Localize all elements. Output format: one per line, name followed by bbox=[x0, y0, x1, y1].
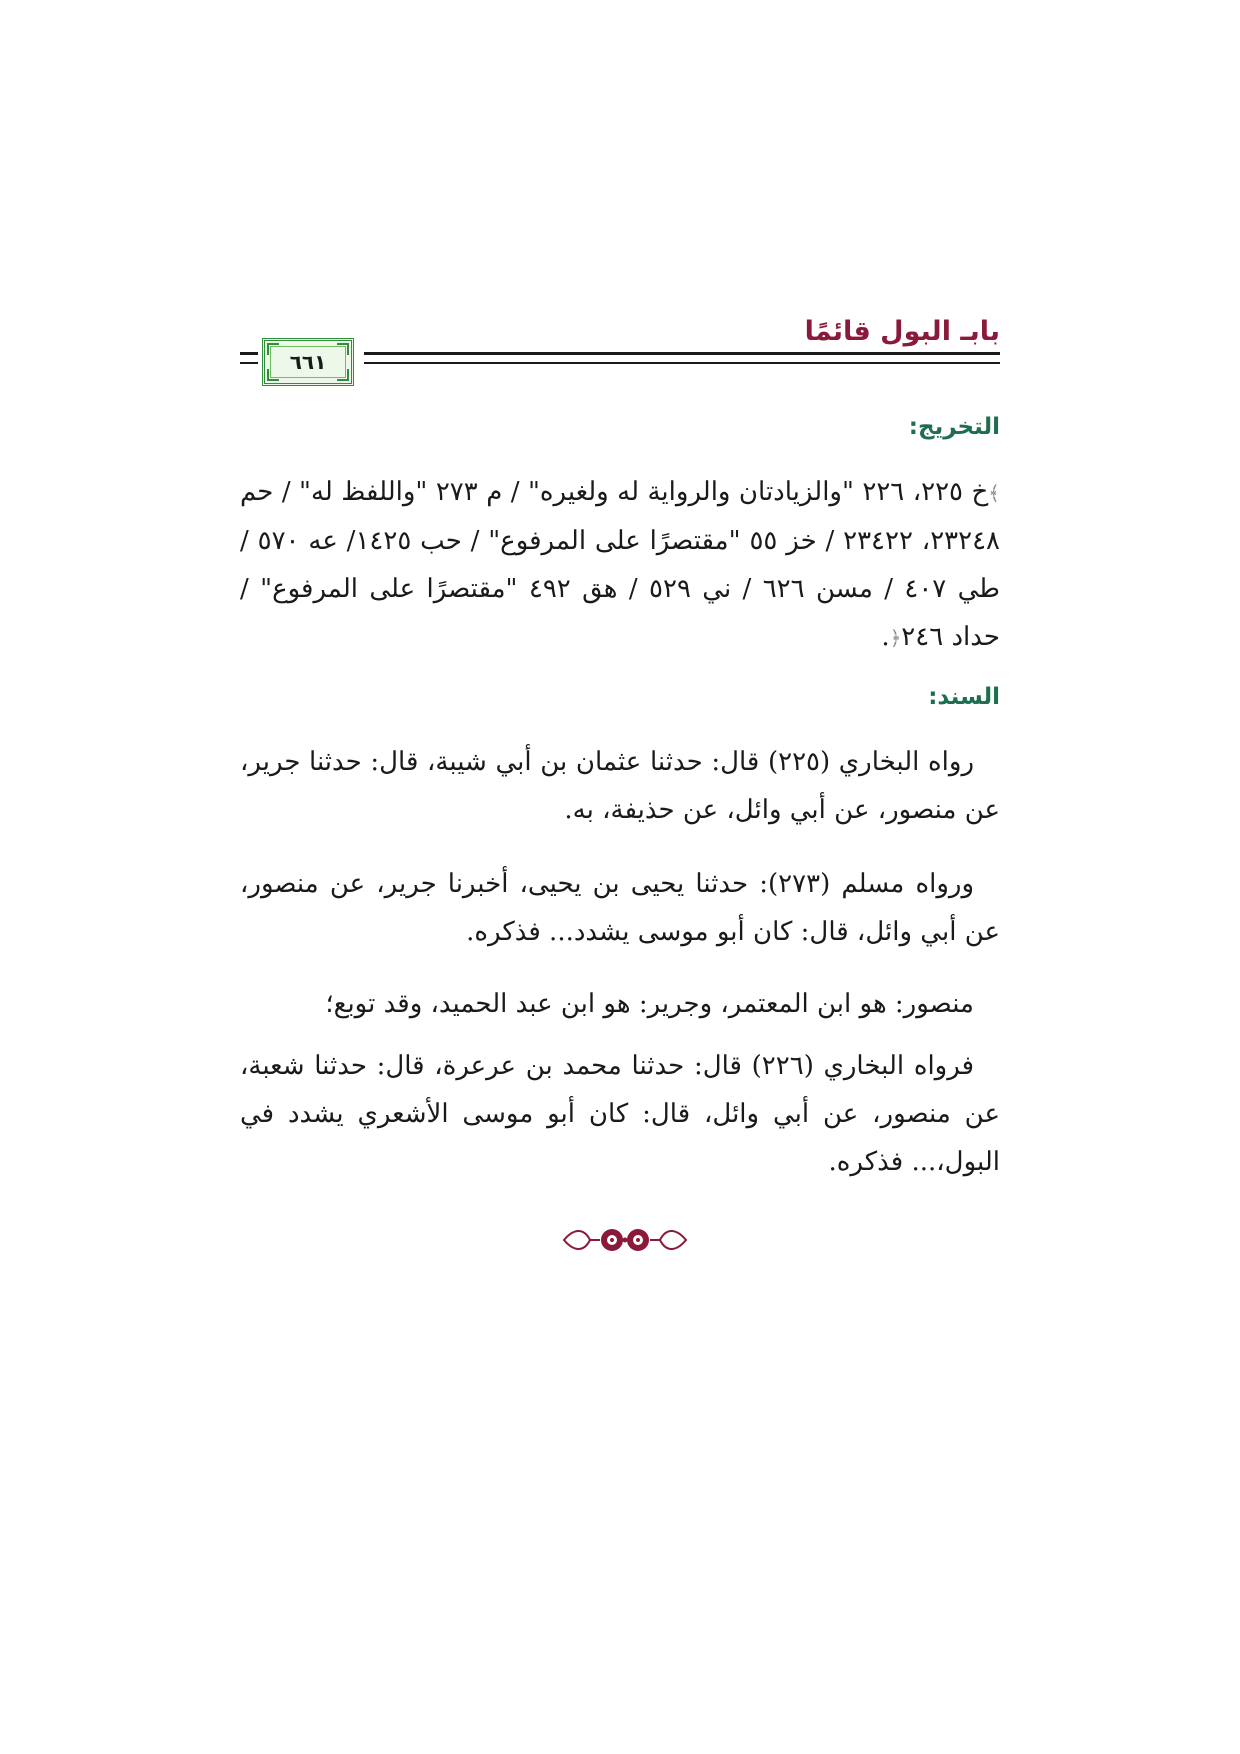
takhrij-heading: التخريج: bbox=[908, 414, 1000, 440]
header-rule-right-bottom bbox=[364, 362, 1000, 364]
page-number-frame-icon bbox=[262, 338, 354, 386]
header-rule-left-top bbox=[240, 352, 258, 355]
sanad-paragraph-3: منصور: هو ابن المعتمر، وجرير: هو ابن عبد الحميد، وقد توبع؛ bbox=[325, 989, 974, 1019]
sanad-paragraph-1: رواه البخاري (٢٢٥) قال: حدثنا عثمان بن أبي شيبة، قال: حدثنا جرير، عن منصور، عن أبي وائل، عن حذيفة، به. bbox=[240, 747, 1000, 825]
floral-divider-icon bbox=[560, 1220, 690, 1260]
page-number: ٦٦١ bbox=[289, 350, 327, 374]
sanad-paragraph-4: فرواه البخاري (٢٢٦) قال: حدثنا محمد بن عرعرة، قال: حدثنا شعبة، عن منصور، عن أبي وائل، قال: كان أبو موسى الأشعري يشدد في البول،... فذكره. bbox=[240, 1051, 1000, 1177]
sanad-heading: السند: bbox=[928, 684, 1000, 710]
open-bracket: ﴾ bbox=[988, 481, 1000, 505]
header-rule-left-bottom bbox=[240, 362, 258, 364]
takhrij-text bbox=[240, 468, 1000, 662]
header-rule-right-top bbox=[364, 352, 1000, 355]
takhrij-end: . bbox=[881, 622, 890, 652]
close-bracket: ﴿ bbox=[889, 626, 902, 650]
chapter-title: بابـ البول قائمًا bbox=[804, 316, 1000, 347]
takhrij-body: خ ٢٢٥، ٢٢٦ "والزيادتان والرواية له ولغيره" / م ٢٧٣ "واللفظ له" / حم ٢٣٢٤٨، ٢٣٤٢٢ / خز ٥٥ "مقتصرًا على المرفوع" / حب ١٤٢٥/ عه ٥٧٠ / طي ٤٠٧ / مسن ٦٢٦ / ني ٥٢٩ / هق ٤٩٢ "مقتصرًا على المرفوع" / حداد ٢٤٦ bbox=[240, 477, 1001, 652]
sanad-paragraph-2: ورواه مسلم (٢٧٣): حدثنا يحيى بن يحيى، أخبرنا جرير، عن منصور، عن أبي وائل، قال: كان أبو موسى يشدد... فذكره. bbox=[240, 869, 1000, 947]
